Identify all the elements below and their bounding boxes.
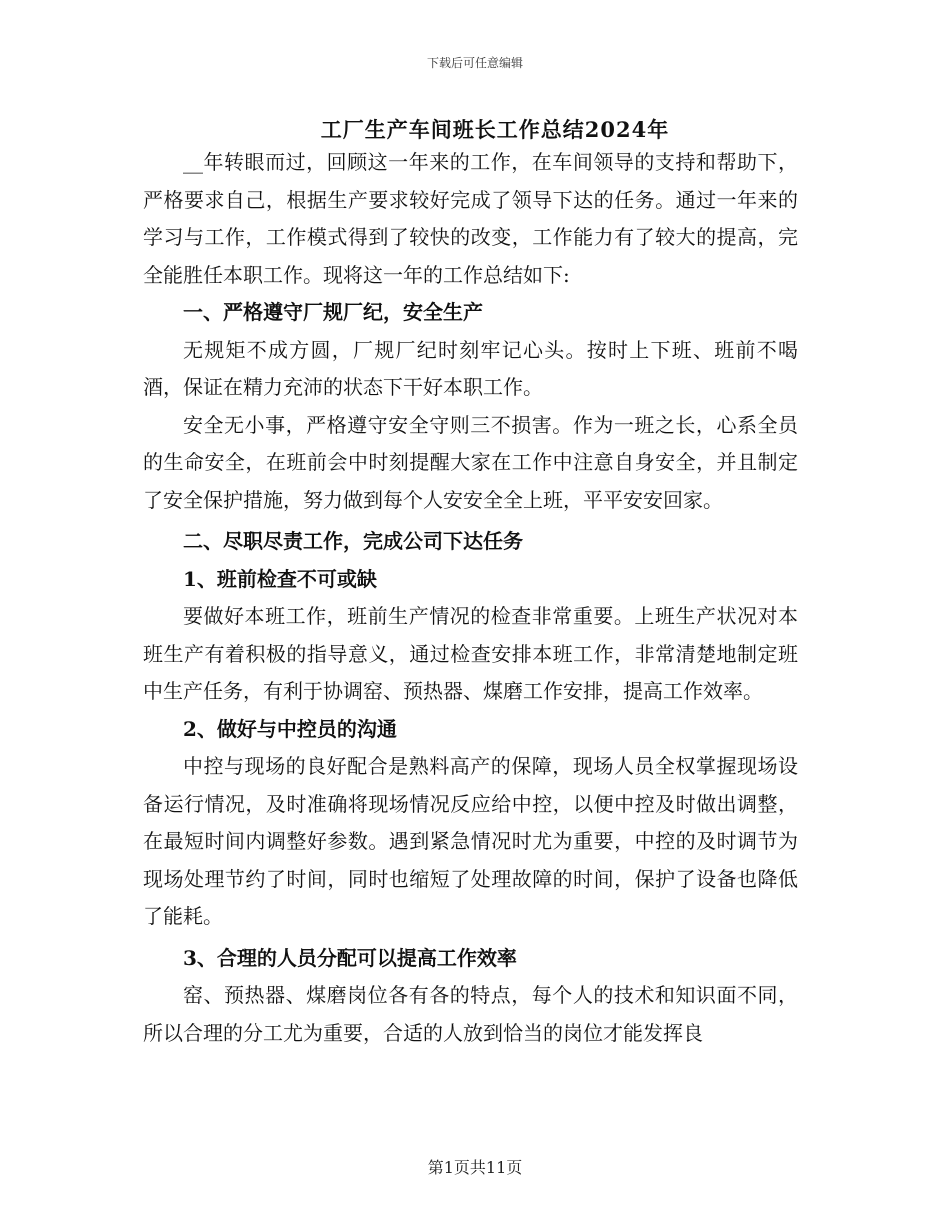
page-footer: 第1页共11页	[427, 1158, 523, 1177]
header-note: 下载后可任意编辑	[426, 56, 523, 70]
section-1-paragraph-2: 安全无小事，严格遵守安全守则三不损害。作为一班之长，心系全员的生命安全，在班前会中时刻提醒大家在工作中注意自身安全，并且制定了安全保护措施，努力做到每个人安安全全上班，平平安安回家。	[143, 412, 798, 512]
section-1-paragraph-1: 无规矩不成方圆，厂规厂纪时刻牢记心头。按时上下班、班前不喝酒，保证在精力充沛的状态下干好本职工作。	[143, 337, 798, 399]
subsection-2-paragraph: 中控与现场的良好配合是熟料高产的保障，现场人员全权掌握现场设备运行情况，及时准确将现场情况反应给中控，以便中控及时做出调整，在最短时间内调整好参数。遇到紧急情况时尤为重要，中控的及时调节为现场处理节约了时间，同时也缩短了处理故障的时间，保护了设备也降低了能耗。	[143, 754, 798, 928]
subsection-1-heading: 1、班前检查不可或缺	[183, 566, 377, 591]
subsection-1-paragraph: 要做好本班工作，班前生产情况的检查非常重要。上班生产状况对本班生产有着积极的指导意义，通过检查安排本班工作，非常清楚地制定班中生产任务，有利于协调窑、预热器、煤磨工作安排，提高工作效率。	[143, 604, 798, 703]
subsection-3-heading: 3、合理的人员分配可以提高工作效率	[183, 945, 517, 970]
intro-paragraph: __年转眼而过，回顾这一年来的工作，在车间领导的支持和帮助下，严格要求自己，根据生产要求较好完成了领导下达的任务。通过一年来的学习与工作，工作模式得到了较快的改变，工作能力有了较大的提高，完全能胜任本职工作。现将这一年的工作总结如下:	[143, 150, 798, 287]
subsection-3-paragraph: 窑、预热器、煤磨岗位各有各的特点，每个人的技术和知识面不同，所以合理的分工尤为重要，合适的人放到恰当的岗位才能发挥良	[143, 983, 798, 1045]
document-body	[143, 144, 798, 1052]
document-title: 工厂生产车间班长工作总结2024年	[320, 117, 670, 142]
subsection-2-heading: 2、做好与中控员的沟通	[183, 716, 397, 741]
section-1-heading: 一、严格遵守厂规厂纪，安全生产	[183, 300, 483, 324]
section-2-heading: 二、尽职尽责工作，完成公司下达任务	[183, 529, 523, 553]
